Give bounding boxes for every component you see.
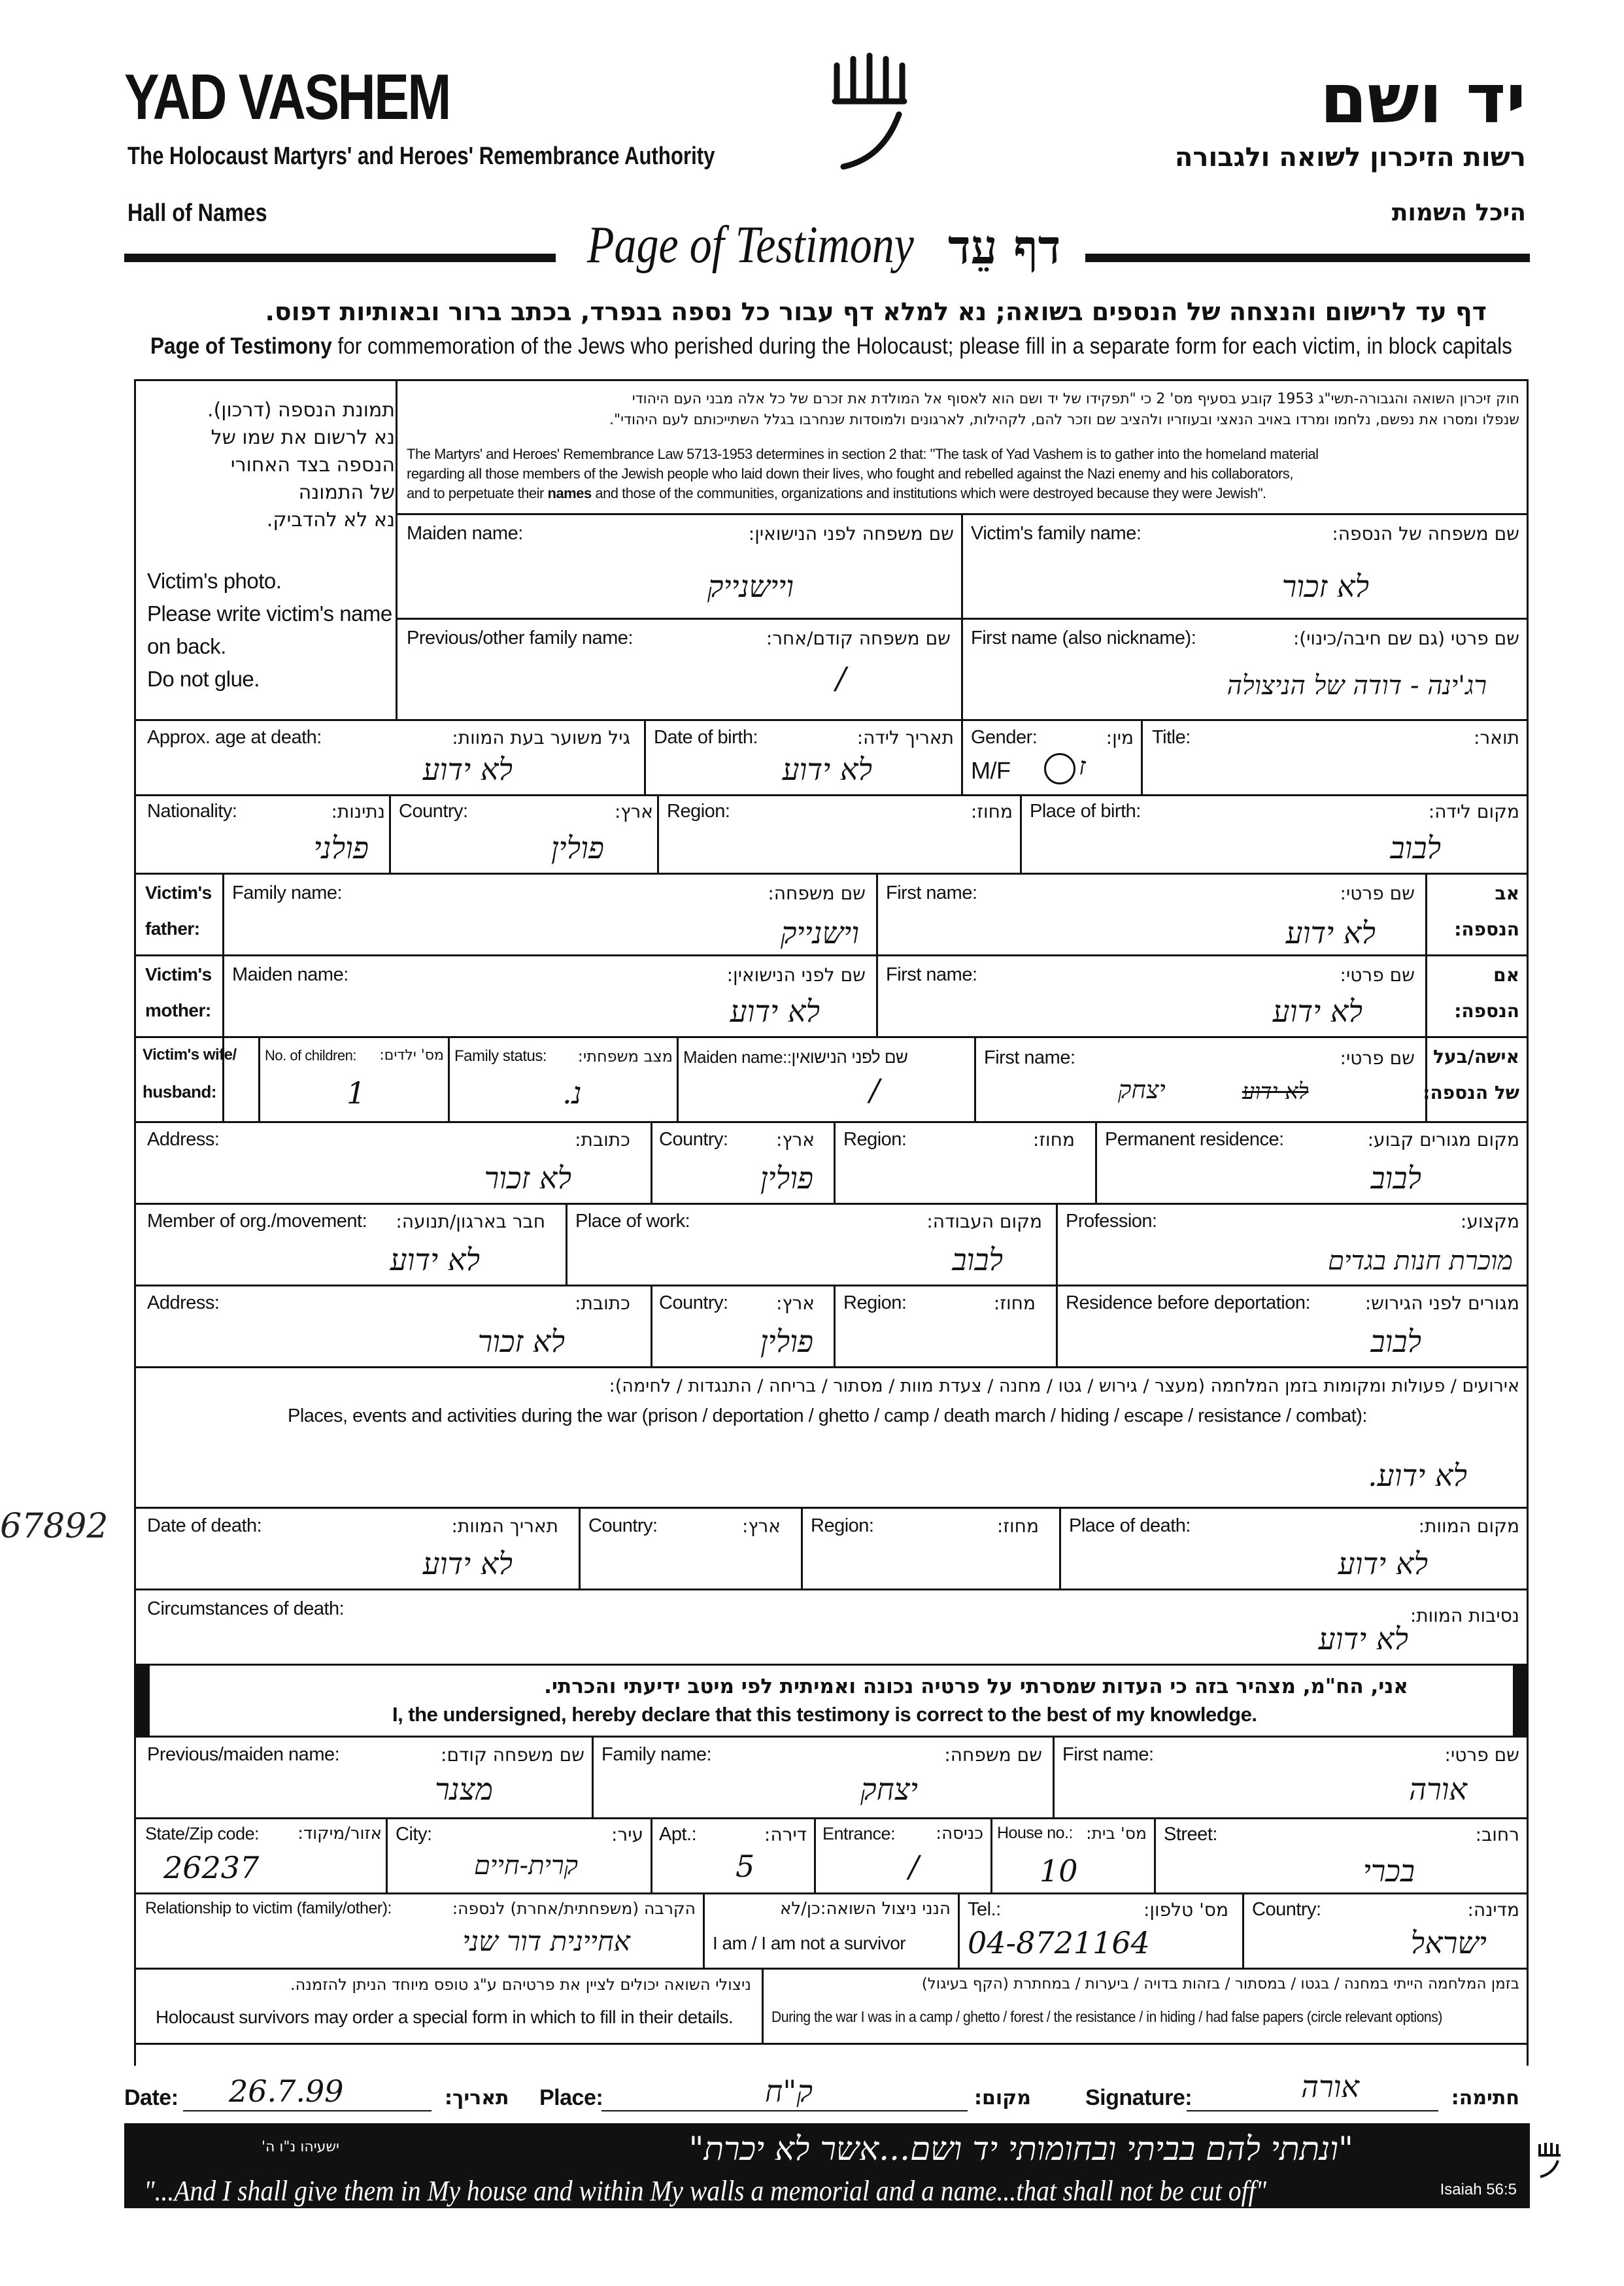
law-he-1: חוק זיכרון השואה והגבורה-תשי"ג 1953 קובע בסעיף מס' 2 כי "תפקידו של יד ושם הוא לאסוף אל המולדת את זכרם של כל אלה מבני העם היהודי bbox=[632, 391, 1519, 407]
spouse-maiden-label: Maiden name::שם לפני הנישואין bbox=[683, 1047, 908, 1067]
father-label-he-2: הנספה: bbox=[1454, 918, 1519, 940]
mother-first-label-en: First name: bbox=[886, 964, 977, 985]
perm-label-he: מקום מגורים קבוע: bbox=[1367, 1129, 1519, 1151]
spouse-label-en-2: husband: bbox=[143, 1082, 216, 1101]
address-label-he: כתובת: bbox=[575, 1129, 630, 1151]
authority-en: The Holocaust Martyrs' and Heroes' Remembrance Authority bbox=[127, 143, 715, 170]
sub-first-label-en: First name: bbox=[1062, 1744, 1154, 1765]
spouse-label-en-1: Victim's wife/ bbox=[143, 1046, 237, 1064]
mother-first-label-he: שם פרטי: bbox=[1340, 964, 1415, 986]
circ-label-en: Circumstances of death: bbox=[147, 1598, 345, 1619]
dob-value[interactable]: לא ידוע bbox=[782, 752, 872, 787]
survivor-label-en[interactable]: I am / I am not a survivor bbox=[713, 1933, 906, 1953]
father-label-he-1: אב bbox=[1495, 882, 1519, 904]
hall-of-names-he: היכל השמות bbox=[1391, 199, 1526, 226]
pob-value[interactable]: לבוב bbox=[1390, 830, 1441, 866]
dod-value[interactable]: לא ידוע bbox=[422, 1546, 513, 1581]
father-family-label-en: Family name: bbox=[232, 882, 343, 903]
footer-quote-en: "...And I shall give them in My house and within My walls a memorial and a name...that shall not be cut off" bbox=[144, 2175, 1267, 2207]
photo-en-1: Victim's photo. bbox=[147, 569, 282, 593]
maiden-label-he: שם משפחה לפני הנישואין: bbox=[748, 523, 954, 545]
spouse-label-he-1: אישה/בעל bbox=[1433, 1046, 1519, 1067]
photo-he-1: תמונת הנספה (דרכון). bbox=[207, 399, 395, 422]
signature-value[interactable]: אורה bbox=[1301, 2069, 1359, 2104]
before-country-value[interactable]: פולין bbox=[760, 1324, 813, 1359]
mother-maiden-value[interactable]: לא ידוע bbox=[730, 994, 820, 1029]
gender-circle bbox=[1044, 753, 1075, 784]
place-value[interactable]: ק"ח bbox=[765, 2074, 813, 2109]
gender-label-he: מין: bbox=[1106, 727, 1134, 748]
title-he: דף עֵד bbox=[948, 219, 1061, 275]
photo-en-4: Do not glue. bbox=[147, 667, 260, 691]
mother-label-he-2: הנספה: bbox=[1454, 1000, 1519, 1022]
pob-label-he: מקום לידה: bbox=[1428, 801, 1519, 822]
children-label-en: No. of children: bbox=[265, 1047, 356, 1064]
pod-value[interactable]: לא ידוע bbox=[1338, 1546, 1428, 1581]
mother-maiden-label-he: שם לפני הנישואין: bbox=[726, 964, 866, 986]
family-label-he: שם משפחה של הנספה: bbox=[1332, 523, 1519, 545]
before-region-label-en: Region: bbox=[843, 1292, 907, 1313]
spouse-first-label-he: שם פרטי: bbox=[1340, 1047, 1415, 1069]
first-label-he: שם פרטי (גם שם חיבה/כינוי): bbox=[1293, 628, 1519, 649]
profession-label-he: מקצוע: bbox=[1460, 1211, 1519, 1232]
law-he-2: שנפלו ומסרו את נפשם, נלחמו ומרדו באויב הנאצי ובעוזריו ולהציב שם וזכר להם, לקהילות, לארגונים ולמוסדות שנחרבו בגלל השתייכותם לעם היהודי". bbox=[609, 412, 1519, 428]
events-label-en: Places, events and activities during the war (prison / deportation / ghetto / camp / death march / hiding / escape / resistance / combat): bbox=[288, 1405, 1367, 1426]
profession-value[interactable]: מוכרת חנות בגדים bbox=[1328, 1246, 1513, 1276]
father-first-label-he: שם פרטי: bbox=[1340, 882, 1415, 904]
entrance-label-he: כניסה: bbox=[936, 1824, 983, 1843]
father-family-label-he: שם משפחה: bbox=[768, 882, 866, 904]
dod-label-en: Date of death: bbox=[147, 1515, 262, 1536]
date-value[interactable]: 26.7.99 bbox=[229, 2074, 344, 2109]
before-country-label-he: ארץ: bbox=[775, 1292, 815, 1314]
house-label-he: מס' בית: bbox=[1086, 1824, 1147, 1843]
entrance-value[interactable]: / bbox=[909, 1849, 919, 1884]
gender-value[interactable]: ז bbox=[1079, 752, 1086, 781]
before-country-label-en: Country: bbox=[659, 1292, 728, 1313]
before-address-label-he: כתובת: bbox=[575, 1292, 630, 1314]
tel-label-he: מס' טלפון: bbox=[1143, 1899, 1228, 1921]
spouse-label-he-2: של הנספה: bbox=[1423, 1082, 1519, 1103]
tel-value[interactable]: 04-8721164 bbox=[968, 1925, 1150, 1960]
street-value[interactable]: בכרי bbox=[1362, 1853, 1415, 1889]
member-label-en: Member of org./movement: bbox=[147, 1211, 367, 1232]
status-label-he: מצב משפחתי: bbox=[577, 1047, 673, 1066]
footer-logo-icon bbox=[1536, 2141, 1563, 2180]
spouse-first-label-en: First name: bbox=[984, 1047, 1075, 1068]
children-label-he: מס' ילדים: bbox=[379, 1047, 444, 1064]
city-label-en: City: bbox=[396, 1824, 432, 1845]
address-region-label-he: מחוז: bbox=[1032, 1129, 1075, 1151]
law-en-1: The Martyrs' and Heroes' Remembrance Law 5713-1953 determines in section 2 that: "The task of Yad Vashem is to gather into the homeland material bbox=[407, 446, 1319, 462]
nationality-label-en: Nationality: bbox=[147, 801, 237, 822]
note1-he: ניצולי השואה יכולים לציין את פרטיהם ע"ג טופס מיוחד הניתן להזמנה. bbox=[290, 1975, 751, 1994]
address-country-label-he: ארץ: bbox=[775, 1129, 815, 1151]
law-en-3c: and those of the communities, organizations and institutions which were destroyed because they were Jewish". bbox=[591, 485, 1266, 501]
maiden-value[interactable]: ויישנייק bbox=[707, 569, 794, 604]
gender-label-en: Gender: bbox=[971, 727, 1038, 748]
age-label-en: Approx. age at death: bbox=[147, 727, 322, 748]
city-label-he: עיר: bbox=[611, 1824, 643, 1845]
region-label-en: Region: bbox=[667, 801, 730, 822]
first-label-en: First name (also nickname): bbox=[971, 628, 1196, 648]
circumstances-value[interactable]: לא ידוע bbox=[1318, 1621, 1408, 1656]
events-value[interactable]: לא ידוע. bbox=[1368, 1458, 1467, 1493]
hall-of-names-en: Hall of Names bbox=[127, 199, 267, 227]
mother-label-he-1: אם bbox=[1493, 964, 1519, 986]
authority-he: רשות הזיכרון לשואה ולגבורה bbox=[1174, 143, 1526, 173]
before-address-label-en: Address: bbox=[147, 1292, 220, 1313]
street-label-en: Street: bbox=[1164, 1824, 1217, 1845]
apt-label-he: דירה: bbox=[764, 1824, 807, 1845]
tel-label-en: Tel.: bbox=[968, 1899, 1001, 1920]
mother-label-en-1: Victim's bbox=[145, 964, 212, 984]
sub-prev-label-he: שם משפחה קודם: bbox=[441, 1744, 584, 1766]
family-label-en: Victim's family name: bbox=[971, 523, 1142, 544]
intro-en-text: for commemoration of the Jews who perished during the Holocaust; please fill in a separate form for each victim, in block capitals bbox=[331, 333, 1512, 359]
sub-family-label-he: שם משפחה: bbox=[944, 1744, 1042, 1766]
zip-label-he: אזור/מיקוד: bbox=[297, 1824, 382, 1843]
footer-quote-he: "ונתתי להם בביתי ובחומותי יד ושם...אשר לא יכרת" bbox=[688, 2130, 1353, 2168]
address-country-value[interactable]: פולין bbox=[760, 1160, 813, 1196]
country-label-en: Country: bbox=[399, 801, 468, 822]
entrance-label-en: Entrance: bbox=[822, 1824, 896, 1843]
before-region-label-he: מחוז: bbox=[993, 1292, 1036, 1314]
death-country-label-en: Country: bbox=[588, 1515, 658, 1536]
prev-label-en: Previous/other family name: bbox=[407, 628, 633, 648]
perm-value[interactable]: לבוב bbox=[1370, 1160, 1421, 1196]
sub-country-label-en: Country: bbox=[1252, 1899, 1321, 1920]
intro-he: דף עד לרישום והנצחה של הנספים בשואה; נא למלא דף עבור כל נספה בנפרד, בכתב ברור ובאותיות דפוס. bbox=[265, 297, 1487, 326]
sub-country-label-he: מדינה: bbox=[1467, 1899, 1519, 1921]
status-label-en: Family status: bbox=[454, 1047, 547, 1065]
street-label-he: רחוב: bbox=[1475, 1824, 1519, 1845]
work-value[interactable]: לבוב bbox=[952, 1242, 1003, 1277]
mother-label-en-2: mother: bbox=[145, 1000, 211, 1020]
rel-label-he: הקרבה (משפחתית/אחרת) לנספה: bbox=[452, 1899, 696, 1918]
prev-label-he: שם משפחה קודם/אחר: bbox=[766, 628, 951, 649]
before-label-en: Residence before deportation: bbox=[1066, 1292, 1311, 1313]
age-label-he: גיל משוער בעת המוות: bbox=[452, 727, 630, 748]
mother-maiden-label-en: Maiden name: bbox=[232, 964, 348, 985]
title-label-en: Title: bbox=[1152, 727, 1191, 748]
pod-label-en: Place of death: bbox=[1069, 1515, 1191, 1536]
address-country-label-en: Country: bbox=[659, 1129, 728, 1150]
spouse-first-struck: לא ידוע bbox=[1242, 1079, 1309, 1105]
footer-ref-he: ישעיהו נ"ו ה' bbox=[262, 2139, 339, 2155]
sub-family-value[interactable]: יצחק bbox=[860, 1772, 918, 1807]
country-label-he: ארץ: bbox=[614, 801, 653, 822]
spouse-first-value[interactable]: יצחק bbox=[1118, 1075, 1166, 1104]
perm-label-en: Permanent residence: bbox=[1105, 1129, 1284, 1150]
house-value[interactable]: 10 bbox=[1040, 1853, 1078, 1889]
maiden-label-en: Maiden name: bbox=[407, 523, 523, 544]
spouse-maiden-value[interactable]: / bbox=[870, 1072, 880, 1107]
relationship-value[interactable]: אחיינית דור שני bbox=[462, 1925, 630, 1957]
law-en-2: regarding all those members of the Jewish people who laid down their lives, who fought and rebelled against the Nazi enemy and his collaborators, bbox=[407, 465, 1293, 482]
footer-band bbox=[124, 2123, 1530, 2208]
children-value[interactable]: 1 bbox=[347, 1075, 366, 1111]
footer-ref-en: Isaiah 56:5 bbox=[1440, 2181, 1517, 2198]
side-number: 67892 bbox=[0, 1507, 109, 1546]
region-label-he: מחוז: bbox=[970, 801, 1013, 822]
photo-en-3: on back. bbox=[147, 634, 226, 658]
address-label-en: Address: bbox=[147, 1129, 220, 1150]
photo-he-2: נא לרשום את שמו של bbox=[211, 426, 395, 449]
age-value[interactable]: לא ידוע bbox=[422, 752, 513, 787]
yad-vashem-logo bbox=[827, 52, 912, 183]
mother-first-value[interactable]: לא ידוע bbox=[1272, 994, 1362, 1029]
dob-label-en: Date of birth: bbox=[654, 727, 758, 748]
intro-en-bold: Page of Testimony bbox=[150, 333, 332, 359]
dob-label-he: תאריך לידה: bbox=[856, 727, 954, 748]
title-label-he: תואר: bbox=[1474, 727, 1519, 748]
sub-prev-value[interactable]: מצנר bbox=[435, 1772, 493, 1807]
sub-prev-label-en: Previous/maiden name: bbox=[147, 1744, 340, 1765]
sub-family-label-en: Family name: bbox=[601, 1744, 712, 1765]
work-label-he: מקום העבודה: bbox=[926, 1211, 1042, 1232]
prev-value[interactable]: / bbox=[836, 660, 846, 696]
father-label-en-2: father: bbox=[145, 918, 200, 939]
place-label-he: מקום: bbox=[974, 2087, 1031, 2110]
org-name-en: YAD VASHEM bbox=[124, 61, 450, 133]
pob-label-en: Place of birth: bbox=[1030, 801, 1141, 822]
address-value[interactable]: לא זכור bbox=[484, 1160, 571, 1196]
survivor-label-he: הנני ניצול השואה:כן/לא bbox=[779, 1899, 951, 1919]
house-label-en: House no.: bbox=[997, 1824, 1073, 1842]
family-value[interactable]: לא זכור bbox=[1281, 569, 1369, 604]
member-value[interactable]: לא ידוע bbox=[390, 1242, 480, 1277]
note2-en: During the war I was in a camp / ghetto / forest / the resistance / in hiding / had false papers (circle relevant options) bbox=[771, 2008, 1442, 2025]
apt-label-en: Apt.: bbox=[659, 1824, 697, 1845]
address-region-label-en: Region: bbox=[843, 1129, 907, 1150]
title-en: Page of Testimony bbox=[587, 216, 914, 274]
before-address-value[interactable]: לא זכור bbox=[477, 1324, 565, 1359]
city-value[interactable]: קרית-חיים bbox=[473, 1851, 578, 1881]
law-en-3a: and to perpetuate their bbox=[407, 485, 548, 501]
father-family-value[interactable]: וישנייק bbox=[780, 915, 859, 950]
intro-en bbox=[150, 333, 1512, 360]
country-value[interactable]: פולין bbox=[550, 830, 604, 866]
nationality-value[interactable]: פולני bbox=[313, 830, 369, 866]
signature-label-en: Signature: bbox=[1085, 2085, 1193, 2110]
nationality-label-he: נתינות: bbox=[331, 801, 385, 822]
sub-first-label-he: שם פרטי: bbox=[1444, 1744, 1519, 1766]
death-country-label-he: ארץ: bbox=[741, 1515, 781, 1537]
photo-he-5: נא לא להדביק. bbox=[266, 509, 395, 531]
death-region-label-he: מחוז: bbox=[996, 1515, 1039, 1537]
gender-options[interactable]: M/F bbox=[971, 757, 1011, 784]
death-region-label-en: Region: bbox=[811, 1515, 874, 1536]
note2-he: בזמן המלחמה הייתי במחנה / בגטו / במסתור / בזהות בדויה / ביערות / במחתרת (הקף בעיגול) bbox=[921, 1975, 1519, 1992]
father-label-en-1: Victim's bbox=[145, 882, 212, 903]
law-en-3b: names bbox=[547, 485, 592, 501]
declaration-en: I, the undersigned, hereby declare that this testimony is correct to the best of my knowledge. bbox=[392, 1703, 1257, 1726]
photo-en-2: Please write victim's name bbox=[147, 601, 392, 626]
first-name-value[interactable]: רג'ינה - דודה של הניצולה bbox=[1226, 671, 1487, 701]
apt-value[interactable]: 5 bbox=[736, 1849, 755, 1884]
zip-label-en: State/Zip code: bbox=[145, 1824, 260, 1843]
work-label-en: Place of work: bbox=[575, 1211, 690, 1232]
note1-en: Holocaust survivors may order a special form in which to fill in their details. bbox=[156, 2007, 734, 2027]
rel-label-en: Relationship to victim (family/other): bbox=[145, 1899, 392, 1917]
photo-he-4: של התמונה bbox=[298, 481, 395, 504]
status-value[interactable]: נ. bbox=[562, 1075, 582, 1111]
signature-label-he: חתימה: bbox=[1451, 2087, 1519, 2110]
pod-label-he: מקום המוות: bbox=[1418, 1515, 1519, 1537]
father-first-value[interactable]: לא ידוע bbox=[1285, 915, 1376, 950]
declaration-he: אני, הח"מ, מצהיר בזה כי העדות שמסרתי על פרטיה נכונה ואמיתית לפי מיטב ידיעתי והכרתי. bbox=[544, 1675, 1408, 1698]
date-label-en: Date: bbox=[124, 2085, 178, 2110]
events-label-he: אירועים / פעולות ומקומות בזמן המלחמה (מעצר / גירוש / גטו / מחנה / צעדת מוות / מסתור / בריחה / התנגדות / לחימה): bbox=[609, 1376, 1519, 1396]
law-en-3 bbox=[407, 485, 1266, 502]
dod-label-he: תאריך המוות: bbox=[451, 1515, 558, 1537]
profession-label-en: Profession: bbox=[1066, 1211, 1157, 1232]
sub-first-value[interactable]: אורה bbox=[1409, 1772, 1467, 1807]
zip-value[interactable]: 26237 bbox=[163, 1850, 260, 1885]
father-first-label-en: First name: bbox=[886, 882, 977, 903]
date-label-he: תאריך: bbox=[445, 2087, 509, 2110]
member-label-he: חבר בארגון/תנועה: bbox=[396, 1211, 545, 1232]
org-name-he: יד ושם bbox=[1320, 59, 1526, 139]
sub-country-value[interactable]: ישראל bbox=[1410, 1925, 1487, 1960]
circ-label-he: נסיבות המוות: bbox=[1410, 1605, 1519, 1626]
photo-he-3: הנספה בצד האחורי bbox=[230, 454, 395, 477]
before-label-he: מגורים לפני הגירוש: bbox=[1364, 1292, 1519, 1314]
before-residence-value[interactable]: לבוב bbox=[1370, 1324, 1421, 1359]
place-label-en: Place: bbox=[539, 2085, 603, 2110]
